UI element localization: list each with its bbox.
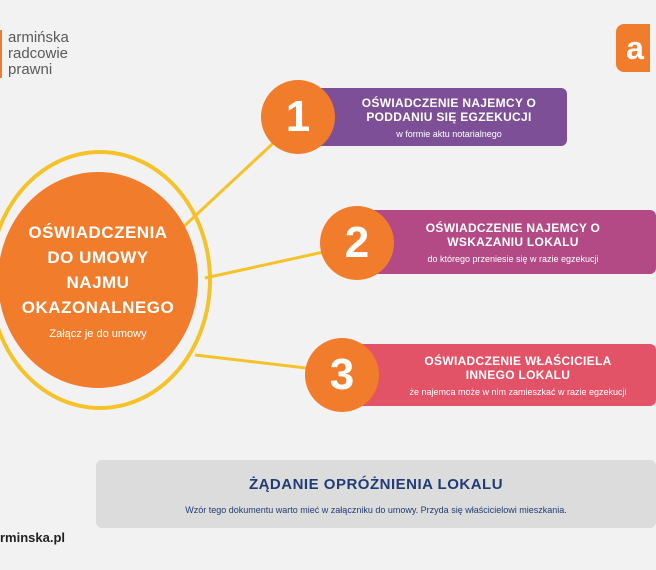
- eviction-demand-title: ŻĄDANIE OPRÓŻNIENIA LOKALU: [248, 476, 504, 493]
- hub-subtitle: Załącz je do umowy: [49, 328, 147, 340]
- statement-1-title: OŚWIADCZENIE NAJEMCY O PODDANIU SIĘ EGZEKUCJI: [361, 95, 537, 124]
- statement-card-2: [356, 210, 656, 274]
- eviction-demand-subtitle: Wzór tego dokumentu warto mieć w załączniku do umowy. Przyda się właścicielowi mieszkania.: [185, 505, 567, 515]
- statement-2-subtitle: do którego przeniesie się w razie egzekucji: [427, 253, 599, 264]
- statement-2-title: OŚWIADCZENIE NAJEMCY O WSKAZANIU LOKALU: [425, 220, 601, 249]
- logo-line-2: radcowie: [8, 45, 69, 62]
- number-badge-3: 3: [305, 338, 379, 412]
- statement-card-1: [295, 88, 567, 146]
- statement-3-subtitle: że najemca może w nim zamieszkać w razie egzekucji: [409, 386, 627, 397]
- eviction-demand-box: [96, 460, 656, 528]
- brand-badge-logo: a: [616, 24, 650, 72]
- logo-line-3: prawni: [8, 61, 53, 78]
- number-badge-2: 2: [320, 206, 394, 280]
- statement-1-subtitle: w formie aktu notarialnego: [396, 128, 502, 139]
- statement-3-title: OŚWIADCZENIE WŁAŚCICIELA INNEGO LOKALU: [424, 353, 612, 382]
- logo-line-1: armińska: [8, 29, 69, 46]
- number-badge-1: 1: [261, 80, 335, 154]
- footer-website: rminska.pl: [0, 530, 66, 545]
- hub-title: OŚWIADCZENIA DO UMOWY NAJMU OKAZONALNEGO: [21, 223, 175, 317]
- statement-card-3: [340, 344, 656, 406]
- hub-circle: [0, 172, 198, 388]
